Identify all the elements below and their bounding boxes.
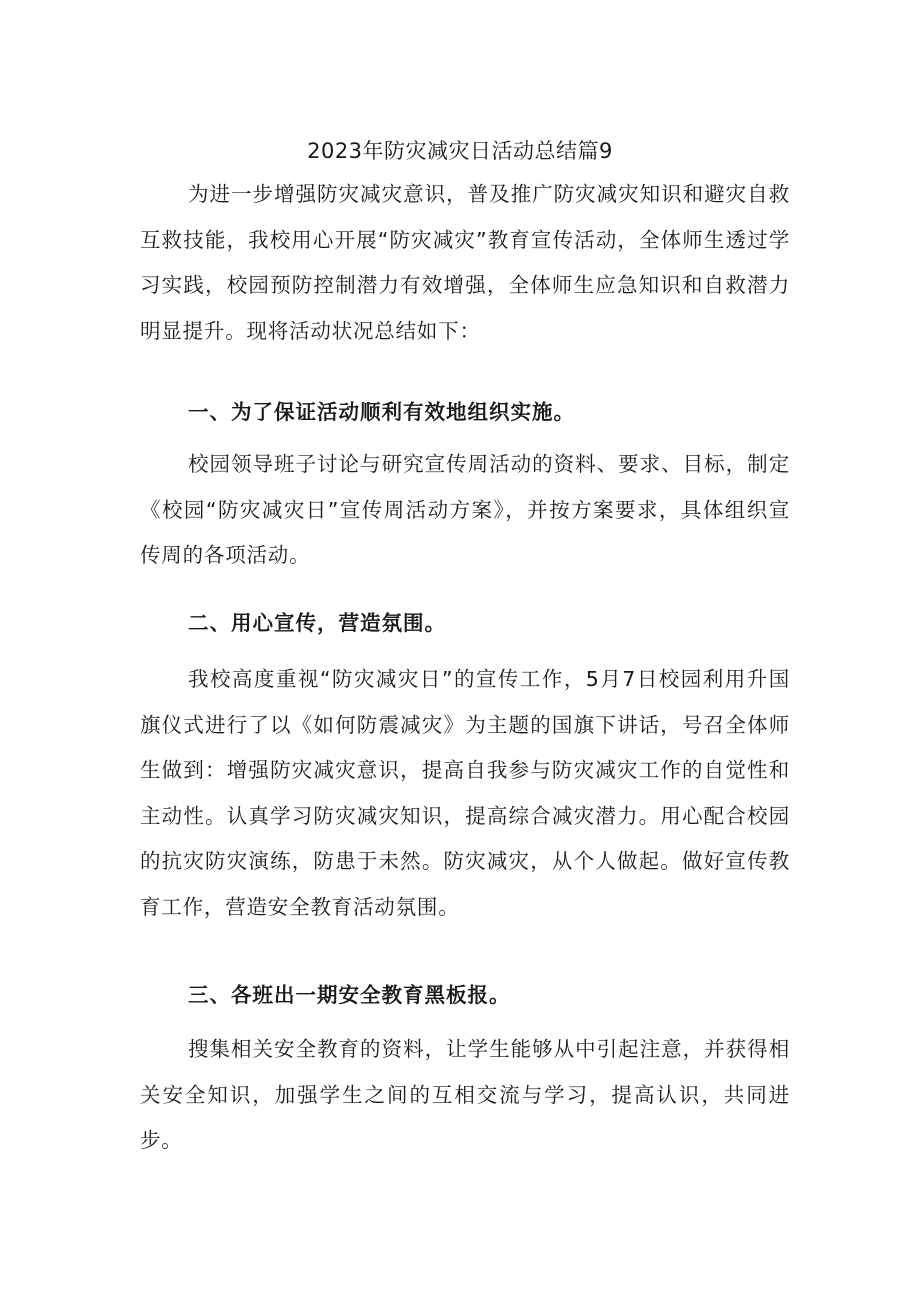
intro-paragraph: 为进一步增强防灾减灾意识，普及推广防灾减灾知识和避灾自救互救技能，我校用心开展“防灾减灾”教育宣传活动，全体师生透过学习实践，校园预防控制潜力有效增强，全体师生应急知识和自救潜力明显提升。现将活动状况总结如下： [140,182,790,343]
section-body-3: 搜集相关安全教育的资料，让学生能够从中引起注意，并获得相关安全知识，加强学生之间的互相交流与学习，提高认识，共同进步。 [140,1037,790,1152]
document-title: 2023年防灾减灾日活动总结篇9 [307,139,613,163]
section-body-1: 校园领导班子讨论与研究宣传周活动的资料、要求、目标，制定《校园“防灾减灾日”宣传周活动方案》，并按方案要求，具体组织宣传周的各项活动。 [140,452,790,567]
section-heading-2: 二、用心宣传，营造氛围。 [188,611,446,635]
section-heading-3: 三、各班出一期安全教育黑板报。 [188,983,511,1007]
section-heading-1: 一、为了保证活动顺利有效地组织实施。 [188,400,575,424]
section-body-2: 我校高度重视“防灾减灾日”的宣传工作，5月7日校园利用升国旗仪式进行了以《如何防震减灾》为主题的国旗下讲话，号召全体师生做到：增强防灾减灾意识，提高自我参与防灾减灾工作的自觉性和主动性。认真学习防灾减灾知识，提高综合减灾潜力。用心配合校园的抗灾防灾演练，防患于未然。防灾减灾，从个人做起。做好宣传教育工作，营造安全教育活动氛围。 [140,667,790,919]
